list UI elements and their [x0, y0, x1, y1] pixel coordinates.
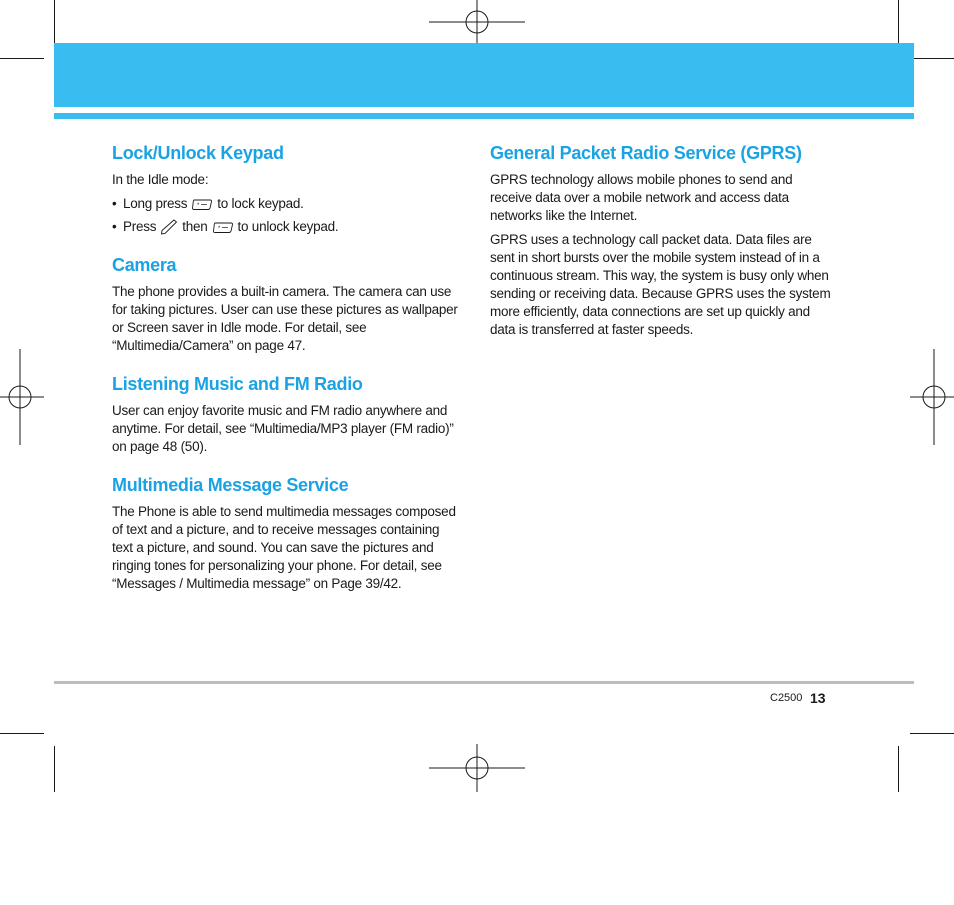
page-number: 13: [810, 690, 826, 706]
section-body: The Phone is able to send multimedia messages composed of text and a picture, and to receive messages containing text a picture, and sound. You can save the pictures and ringing tones for personalizing your phone. For detail, see “Messages / Multimedia message” on Page 39/42.: [112, 504, 456, 591]
registration-mark-icon: [429, 744, 525, 792]
crop-mark: [910, 733, 954, 734]
crop-mark: [0, 733, 44, 734]
footer-rule: [54, 681, 914, 684]
crop-mark: [898, 746, 899, 792]
registration-mark-icon: [0, 349, 48, 445]
instruction-list: [112, 195, 458, 236]
list-item: • Long press * to lock keypad.: [112, 196, 304, 211]
star-key-icon: [212, 221, 234, 234]
section-mms: [112, 474, 458, 593]
registration-mark-icon: [429, 0, 525, 48]
crop-mark: [0, 58, 44, 59]
left-soft-key-icon: [160, 219, 178, 235]
section-gprs: [490, 142, 836, 339]
svg-text:*: *: [197, 202, 200, 209]
section-camera: [112, 254, 458, 355]
crop-mark: [54, 746, 55, 792]
section-title: General Packet Radio Service (GPRS): [490, 143, 802, 163]
section-music-radio: [112, 373, 458, 456]
crop-mark: [54, 0, 55, 46]
section-title: Lock/Unlock Keypad: [112, 143, 284, 163]
header-rule: [54, 113, 914, 119]
header-band: [54, 43, 914, 107]
crop-mark: [898, 0, 899, 46]
star-key-icon: [191, 198, 213, 211]
registration-mark-icon: [906, 349, 954, 445]
section-title: Multimedia Message Service: [112, 475, 349, 495]
left-column: [112, 142, 458, 611]
list-item: • Press then * to unlock keypad.: [112, 219, 339, 234]
section-body: GPRS technology allows mobile phones to send and receive data over a mobile network and access data networks like the Internet.: [490, 172, 793, 223]
model-label: C2500: [770, 692, 803, 704]
right-column: [490, 142, 836, 357]
section-body: GPRS uses a technology call packet data. Data files are sent in short bursts over the mobile system instead of in a continuous stream. This way, the system is busy only when sending or receiving data. Because GPRS uses the system more efficiently, data connections are set up quickly and data is transferred at faster speeds.: [490, 232, 831, 337]
svg-text:*: *: [217, 225, 220, 232]
section-intro: In the Idle mode:: [112, 172, 209, 187]
section-body: The phone provides a built-in camera. The camera can use for taking pictures. User can use these pictures as wallpaper or Screen saver in Idle mode. For detail, see “Multimedia/Camera” on page 47.: [112, 284, 458, 353]
section-title: Listening Music and FM Radio: [112, 374, 363, 394]
crop-mark: [910, 58, 954, 59]
section-title: Camera: [112, 255, 177, 275]
section-lock-keypad: [112, 142, 458, 236]
section-body: User can enjoy favorite music and FM radio anywhere and anytime. For detail, see “Multimedia/MP3 player (FM radio)” on page 48 (50).: [112, 403, 454, 454]
